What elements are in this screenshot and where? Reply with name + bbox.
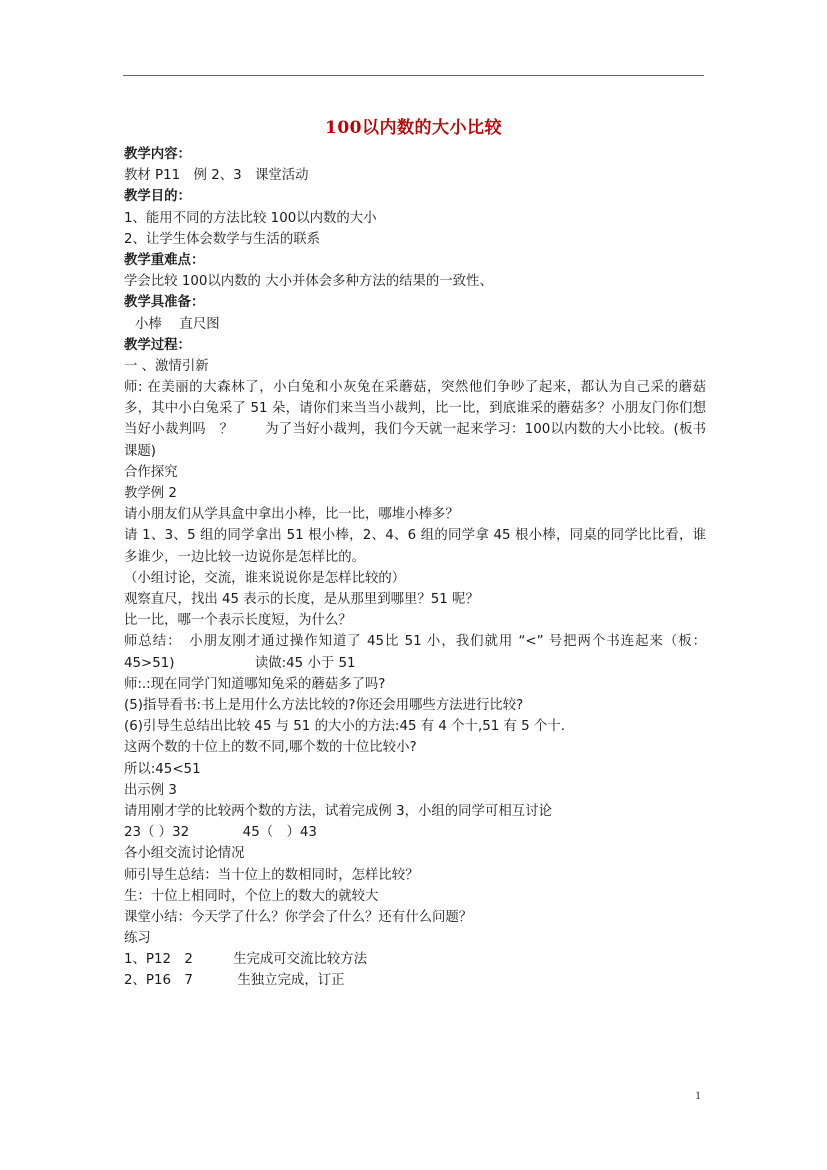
section-heading-process: 教学过程： (124, 337, 191, 353)
process-paragraph: 师总结： 小朋友刚才通过操作知道了 45比 51 小，我们就用 “<” 号把两个书连起来（板：45>51) 读做:45 小于 51 (124, 634, 706, 671)
document-body (124, 144, 706, 992)
process-line: 各小组交流讨论情况 (124, 846, 245, 862)
process-line: 比一比，哪一个表示长度短，为什么？ (124, 613, 352, 629)
process-line: 师:.:现在同学门知道哪知兔采的蘑菇多了吗? (124, 676, 386, 692)
process-line: 所以:45<51 (124, 761, 201, 777)
goal-item: 2、让学生体会数学与生活的联系 (124, 231, 320, 247)
page-number: 1 (695, 1088, 701, 1102)
process-line: 观察直尺，找出 45 表示的长度，是从那里到哪里？51 呢？ (124, 592, 479, 608)
content-text: 教材 P11 例 2、3 课堂活动 (124, 168, 309, 184)
header-rule (123, 75, 704, 76)
process-line: (5)指导看书:书上是用什么方法比较的?你还会用哪些方法进行比较? (124, 698, 524, 713)
process-line: 师引导生总结：当十位上的数相同时，怎样比较？ (124, 867, 419, 883)
process-line: 1、P12 2 生完成可交流比较方法 (124, 952, 368, 968)
section-heading-difficulty: 教学重难点： (124, 252, 205, 268)
process-line: 这两个数的十位上的数不同,哪个数的十位比较小? (124, 740, 417, 756)
process-line: 生：十位上相同时，个位上的数大的就较大 (124, 888, 379, 904)
process-step: 一 、激情引新 (124, 358, 209, 374)
difficulty-text: 学会比较 100以内数的 大小并体会多种方法的结果的一致性、 (124, 274, 493, 290)
section-heading-goals: 教学目的： (124, 189, 191, 205)
process-line: 出示例 3 (124, 782, 177, 798)
process-line: (6)引导生总结出比较 45 与 51 的大小的方法:45 有 4 个十,51 有 5 个十. (124, 719, 565, 735)
document-title: 100以内数的大小比较 (325, 118, 502, 138)
section-heading-tools: 教学具准备： (124, 295, 205, 311)
process-line: 请用刚才学的比较两个数的方法，试着完成例 3，小组的同学可相互讨论 (124, 803, 552, 819)
process-paragraph: 师: 在美丽的大森林了，小白兔和小灰兔在采蘑菇，突然他们争吵了起来，都认为自己采的蘑菇多，其中小白兔采了 51 朵，请你们来当当小裁判，比一比，到底谁采的蘑菇多？小朋友门你们想当好小裁判吗 ？ 为了当好小裁判，我们今天就一起来学习：100以内数的大小比较。(板书课题) (124, 380, 706, 459)
process-paragraph: 请 1、3、5 组的同学拿出 51 根小棒，2、4、6 组的同学拿 45 根小棒，同桌的同学比比看，谁多谁少，一边比较一边说你是怎样比的。 (124, 528, 706, 565)
process-line: 23（ ）32 45（ ）43 (124, 825, 317, 841)
section-heading-content: 教学内容： (124, 147, 191, 162)
process-line: （小组讨论，交流，谁来说说你是怎样比较的） (124, 570, 406, 586)
process-line: 请小朋友们从学具盒中拿出小棒，比一比，哪堆小棒多？ (124, 507, 459, 523)
process-line: 合作探究 (124, 464, 178, 480)
goal-item: 1、能用不同的方法比较 100以内数的大小 (124, 210, 377, 226)
process-line: 2、P16 7 生独立完成，订正 (124, 973, 345, 989)
process-line: 教学例 2 (124, 486, 177, 502)
process-line: 练习 (124, 931, 151, 947)
process-line: 课堂小结：今天学了什么？你学会了什么？还有什么问题？ (124, 909, 473, 925)
tools-text: 小棒 直尺图 (135, 316, 220, 332)
